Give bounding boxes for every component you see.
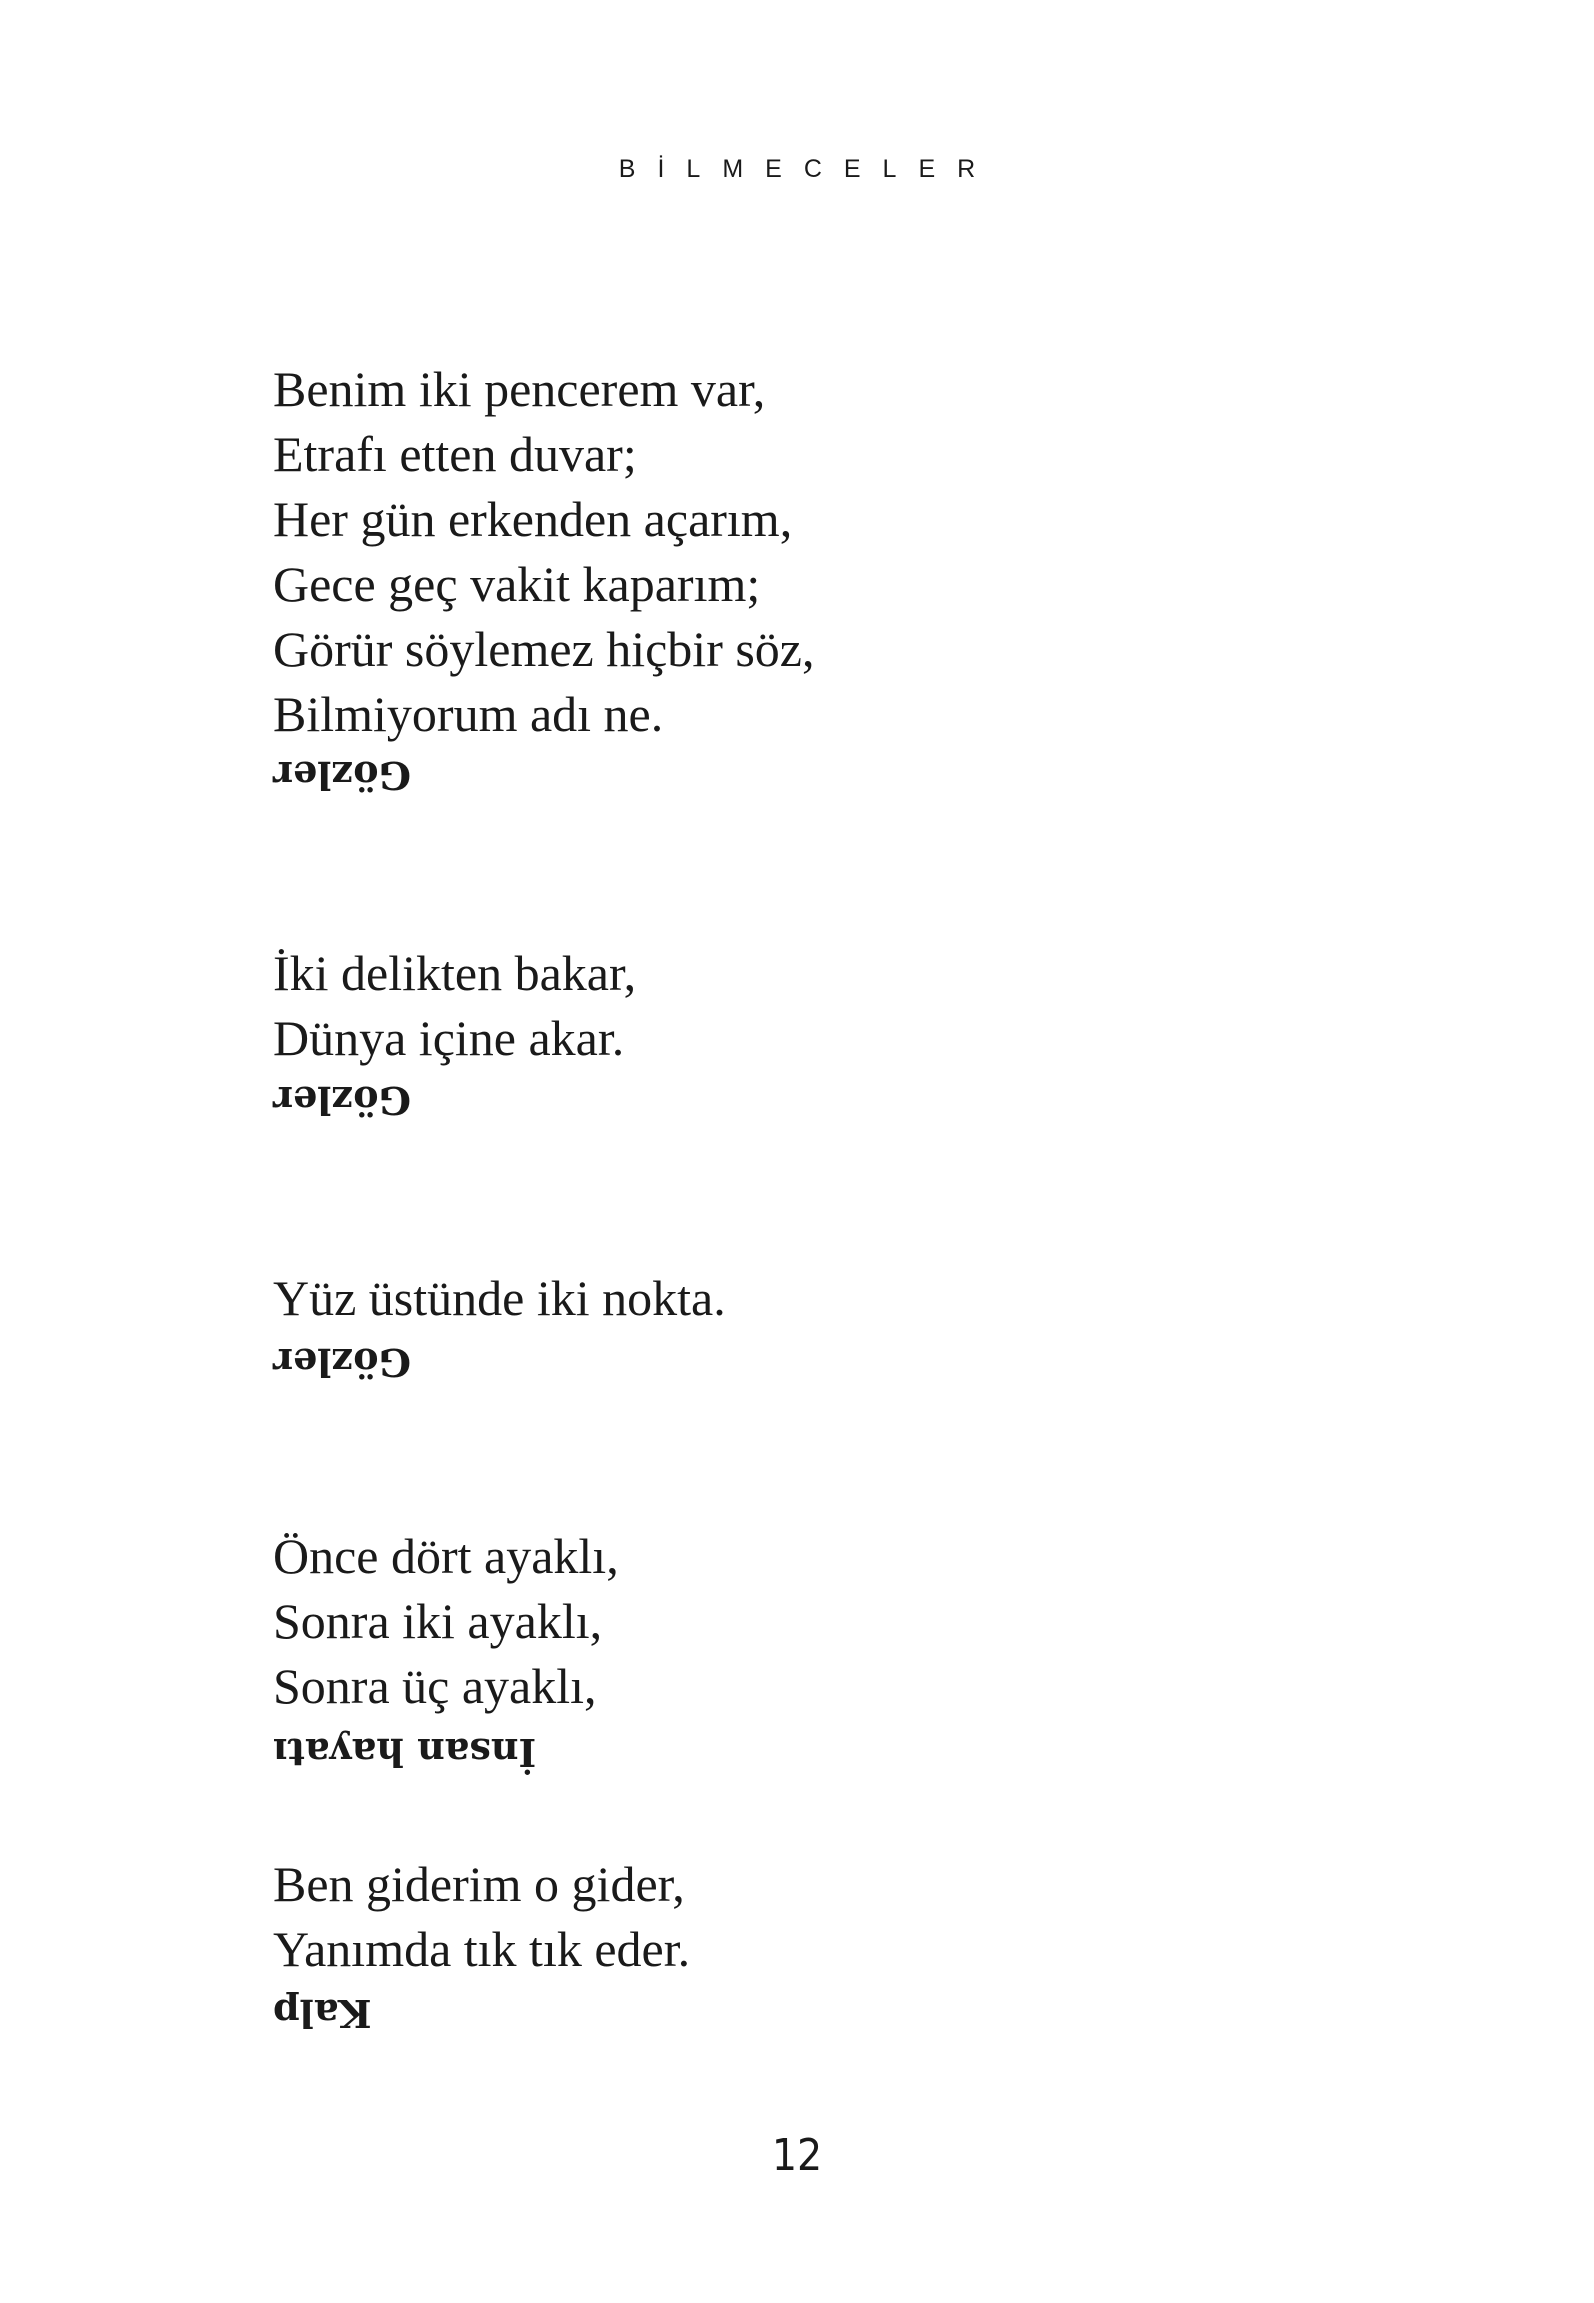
riddle-1 — [273, 357, 815, 747]
riddle-answer-upside-down: Gözler — [273, 1340, 412, 1385]
riddle-3 — [273, 1266, 726, 1331]
riddle-line: İki delikten bakar, — [273, 945, 637, 1001]
riddle-line: Etrafı etten duvar; — [273, 426, 637, 482]
page-number: 12 — [771, 2130, 823, 2181]
running-header: BİLMECELER — [618, 155, 998, 183]
riddle-line: Yüz üstünde iki nokta. — [273, 1270, 726, 1326]
riddle-2 — [273, 941, 636, 1071]
riddle-line: Bilmiyorum adı ne. — [273, 686, 664, 742]
riddle-line: Benim iki pencerem var, — [273, 361, 766, 417]
riddle-4 — [273, 1524, 619, 1719]
riddle-line: Gece geç vakit kaparım; — [273, 556, 761, 612]
riddle-5 — [273, 1852, 690, 1982]
riddle-line: Sonra iki ayaklı, — [273, 1593, 603, 1649]
riddle-line: Her gün erkenden açarım, — [273, 491, 793, 547]
riddle-answer-upside-down: Gözler — [273, 1078, 412, 1123]
riddle-line: Önce dört ayaklı, — [273, 1528, 619, 1584]
riddle-line: Ben giderim o gider, — [273, 1856, 685, 1912]
riddle-line: Dünya içine akar. — [273, 1010, 625, 1066]
riddle-line: Görür söylemez hiçbir söz, — [273, 621, 815, 677]
riddle-answer-upside-down: Kalp — [273, 1991, 372, 2036]
riddle-line: Yanımda tık tık eder. — [273, 1921, 691, 1977]
riddle-answer-upside-down: İnsan hayatı — [273, 1730, 537, 1775]
riddle-answer-upside-down: Gözler — [273, 753, 412, 798]
riddle-line: Sonra üç ayaklı, — [273, 1658, 597, 1714]
